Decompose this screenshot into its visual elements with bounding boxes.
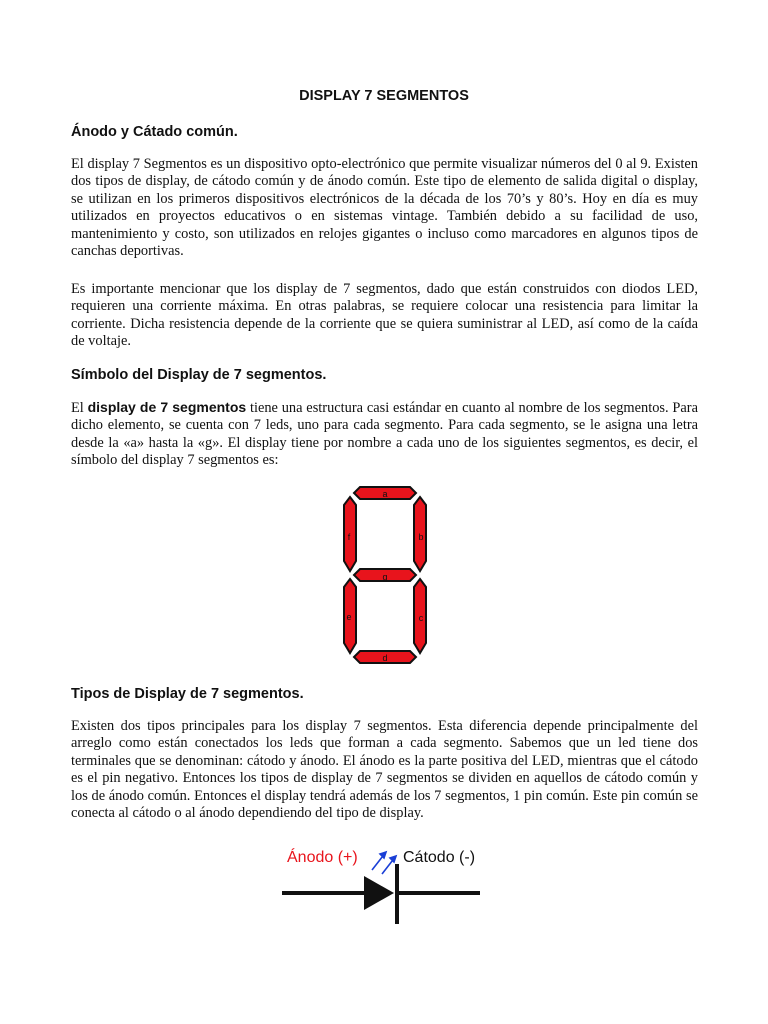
led-diode-figure — [282, 840, 484, 928]
section-heading-tipos: Tipos de Display de 7 segmentos. — [71, 686, 304, 702]
cathode-label: Cátodo (-) — [403, 849, 476, 866]
section-heading-simbolo: Símbolo del Display de 7 segmentos. — [71, 367, 327, 383]
segment-label-b: b — [418, 532, 424, 542]
section-heading-anodo-catodo: Ánodo y Cátado común. — [71, 124, 238, 140]
paragraph-simbolo-intro: El — [71, 400, 88, 416]
segment-label-c: c — [418, 613, 424, 623]
paragraph-resistencia: Es importante mencionar que los display de 7 segmentos, dado que están construidos con diodos LED, requieren una corriente máxima. En otras palabras, se requiere colocar una resistencia para limitar la corriente. Dicha resistencia depende de la corriente que se quiera suministrar al LED, así como de la caída de voltaje. — [71, 281, 698, 350]
paragraph-intro: El display 7 Segmentos es un dispositivo opto-electrónico que permite visualizar números del 0 al 9. Existen dos tipos de display, de cátodo común y de ánodo común. Este tipo de elemento de salida digital o display, se utilizan en los primeros dispositivos electrónicos de la década de los 70’s y 80’s. Hoy en día es muy utilizados en proyectos educativos o en sistemas vintage. También debido a su facilidad de uso, mantenimiento y costo, son utilizados en relojes gigantes o incluso como marcadores en algunos tipos de canchas deportivas. — [71, 156, 698, 260]
document-title: DISPLAY 7 SEGMENTOS — [299, 88, 469, 104]
segment-label-a: a — [382, 489, 388, 499]
paragraph-tipos: Existen dos tipos principales para los display 7 segmentos. Esta diferencia depende principalmente del arreglo como están conectados los leds que forman a cada segmento. Sabemos que un led tiene dos terminales que se denominan: cátodo y ánodo. El ánodo es la parte positiva del LED, mientras que el cátodo es el pin negativo. Entonces los tipos de display de 7 segmentos se dividen en aquellos de cátodo común y los de ánodo común. Entonces el display tendrá además de los 7 segmentos, 1 pin común. Este pin común se conecta al cátodo o al ánodo dependiendo del tipo de display. — [71, 718, 698, 822]
segment-label-e: e — [346, 612, 352, 622]
seven-segment-figure — [330, 483, 440, 671]
anode-label: Ánodo (+) — [287, 849, 358, 866]
diode-triangle — [364, 876, 394, 910]
segment-label-d: d — [382, 653, 388, 663]
segment-label-f: f — [347, 532, 351, 542]
paragraph-simbolo-bold: display de 7 segmentos — [87, 399, 247, 415]
segment-label-g: g — [382, 572, 388, 582]
light-emission-arrows-icon — [372, 852, 396, 874]
paragraph-simbolo-rest: tiene una estructura casi estándar en cuanto al nombre de los segmentos. Para dicho elemento, se cuenta con 7 leds, uno para cada segmento. Para cada segmento, se le asigna una letra desde la «a» hasta la «g». El display tiene por nombre a cada uno de los siguientes segmentos, es decir, el símbolo del display 7 segmentos es: — [71, 400, 698, 469]
paragraph-simbolo — [71, 399, 698, 470]
